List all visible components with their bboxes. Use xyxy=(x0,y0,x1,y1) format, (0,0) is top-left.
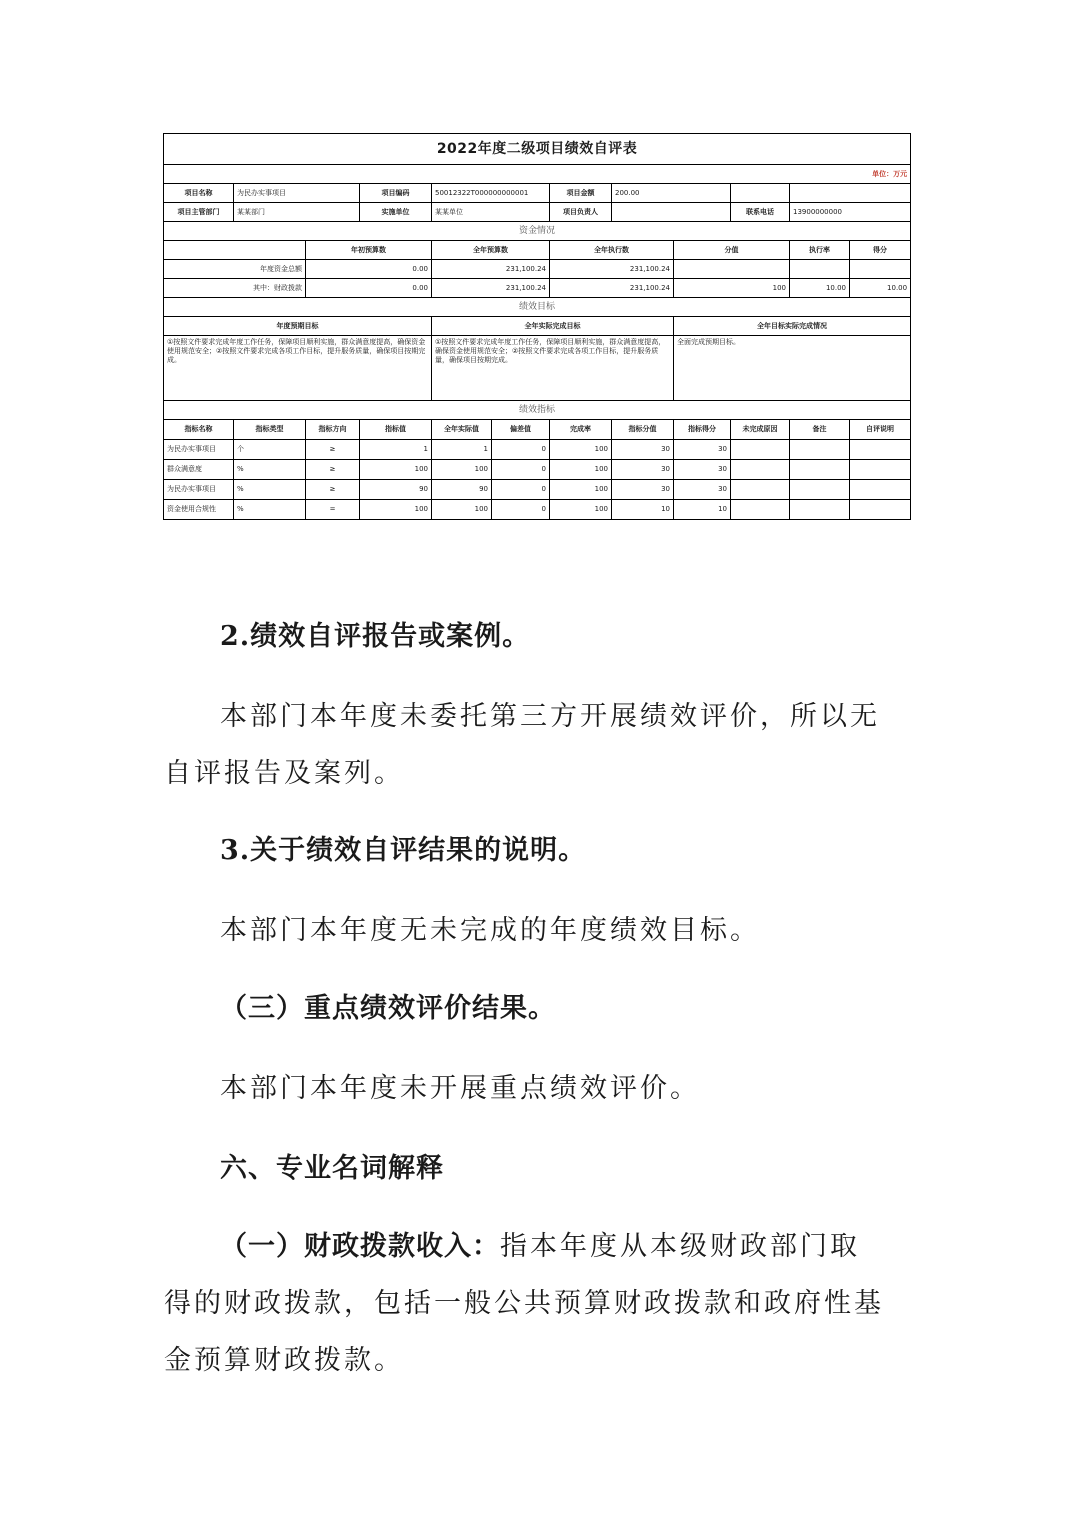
info-label: 项目负责人 xyxy=(550,203,612,222)
info-row xyxy=(164,203,911,222)
funds-section-header: 资金情况 xyxy=(164,222,911,241)
funds-cell xyxy=(674,260,790,279)
funds-row-label: 其中：财政拨款 xyxy=(164,279,306,298)
indicators-section-header: 绩效指标 xyxy=(164,401,911,420)
indicator-cell: 100 xyxy=(360,460,432,480)
indicator-cell xyxy=(850,460,911,480)
funds-row xyxy=(164,260,911,279)
info-value: 某某单位 xyxy=(432,203,550,222)
info-label: 联系电话 xyxy=(731,203,790,222)
goals-section-header: 绩效目标 xyxy=(164,298,911,317)
goals-text: 全面完成预期目标。 xyxy=(674,336,911,401)
funds-header-cell: 全年预算数 xyxy=(432,241,550,260)
info-value xyxy=(731,184,790,203)
paragraph-self-eval-report: 本部门本年度未委托第三方开展绩效评价，所以无自评报告及案列。 xyxy=(164,701,880,789)
indicator-cell xyxy=(731,500,790,520)
indicator-cell xyxy=(731,440,790,460)
indicator-cell: 个 xyxy=(234,440,306,460)
funds-cell: 10.00 xyxy=(850,279,911,298)
table-title: 2022年度二级项目绩效自评表 xyxy=(164,134,911,165)
indicator-cell xyxy=(731,480,790,500)
indicator-header-cell: 未完成原因 xyxy=(731,420,790,440)
indicator-cell xyxy=(850,440,911,460)
section-heading-self-eval-results: 3.关于绩效自评结果的说明。 xyxy=(220,835,587,866)
info-label: 项目金额 xyxy=(550,184,612,203)
section-heading-self-eval-report: 2.绩效自评报告或案例。 xyxy=(220,621,531,652)
indicator-cell: 群众满意度 xyxy=(164,460,234,480)
goals-text: ①按照文件要求完成年度工作任务，保障项目顺利实施，群众满意度提高，确保资金使用规范安全；②按照文件要求完成各项工作目标，提升服务质量，确保项目按期完成。 xyxy=(432,336,674,401)
indicators-header-row xyxy=(164,420,911,440)
indicator-header-cell: 指标得分 xyxy=(674,420,731,440)
funds-cell: 231,100.24 xyxy=(550,260,674,279)
indicator-cell: 30 xyxy=(674,460,731,480)
info-label: 项目编码 xyxy=(360,184,432,203)
funds-cell: 100 xyxy=(674,279,790,298)
indicator-header-cell: 指标值 xyxy=(360,420,432,440)
funds-header-cell: 分值 xyxy=(674,241,790,260)
indicator-cell xyxy=(850,500,911,520)
goals-header-cell: 全年目标实际完成情况 xyxy=(674,317,911,336)
indicator-header-cell: 完成率 xyxy=(550,420,612,440)
indicator-header-cell: 偏差值 xyxy=(492,420,550,440)
indicator-cell: 100 xyxy=(432,500,492,520)
indicator-header-cell: 自评说明 xyxy=(850,420,911,440)
indicator-cell: % xyxy=(234,500,306,520)
indicator-cell: 资金使用合规性 xyxy=(164,500,234,520)
glossary-definition-fiscal-appropriation xyxy=(164,1218,886,1389)
funds-cell: 10.00 xyxy=(790,279,850,298)
paragraph-key-evaluation: 本部门本年度未开展重点绩效评价。 xyxy=(220,1073,700,1104)
unit-note: 单位：万元 xyxy=(164,165,911,184)
info-label: 实施单位 xyxy=(360,203,432,222)
funds-cell: 231,100.24 xyxy=(432,260,550,279)
indicator-cell: 30 xyxy=(674,440,731,460)
funds-row xyxy=(164,279,911,298)
funds-cell: 231,100.24 xyxy=(550,279,674,298)
indicator-cell: 90 xyxy=(360,480,432,500)
indicator-cell: 30 xyxy=(612,480,674,500)
indicator-cell xyxy=(790,460,850,480)
glossary-term: （一）财政拨款收入： xyxy=(220,1231,500,1262)
goals-content-row xyxy=(164,336,911,401)
indicator-header-cell: 指标类型 xyxy=(234,420,306,440)
funds-cell: 231,100.24 xyxy=(432,279,550,298)
funds-header-cell xyxy=(164,241,306,260)
indicator-cell: = xyxy=(306,500,360,520)
indicator-cell: 1 xyxy=(432,440,492,460)
performance-table-container xyxy=(163,133,910,520)
funds-cell: 0.00 xyxy=(306,260,432,279)
indicator-row xyxy=(164,440,911,460)
indicator-cell: 30 xyxy=(612,440,674,460)
indicator-cell: 100 xyxy=(360,500,432,520)
section-heading-glossary: 六、专业名词解释 xyxy=(220,1153,444,1184)
indicator-header-cell: 全年实际值 xyxy=(432,420,492,440)
indicator-cell xyxy=(731,460,790,480)
funds-cell xyxy=(790,260,850,279)
performance-self-evaluation-table xyxy=(163,133,911,520)
indicator-header-cell: 指标方向 xyxy=(306,420,360,440)
goals-header-row xyxy=(164,317,911,336)
indicator-cell: 100 xyxy=(550,460,612,480)
info-value: 50012322T000000000001 xyxy=(432,184,550,203)
indicator-cell: 0 xyxy=(492,480,550,500)
info-row xyxy=(164,184,911,203)
indicator-cell: 0 xyxy=(492,460,550,480)
indicator-cell: % xyxy=(234,460,306,480)
info-label: 项目名称 xyxy=(164,184,234,203)
indicator-cell xyxy=(850,480,911,500)
funds-cell: 0.00 xyxy=(306,279,432,298)
goals-header-cell: 全年实际完成目标 xyxy=(432,317,674,336)
info-value xyxy=(790,184,911,203)
indicator-cell: 100 xyxy=(550,440,612,460)
funds-header-cell: 得分 xyxy=(850,241,911,260)
indicator-cell xyxy=(790,480,850,500)
indicator-cell: 90 xyxy=(432,480,492,500)
funds-row-label: 年度资金总额 xyxy=(164,260,306,279)
indicator-header-cell: 指标分值 xyxy=(612,420,674,440)
info-label: 项目主管部门 xyxy=(164,203,234,222)
info-value: 13900000000 xyxy=(790,203,911,222)
funds-header-cell: 全年执行数 xyxy=(550,241,674,260)
indicator-cell: 100 xyxy=(550,480,612,500)
indicator-cell: ≥ xyxy=(306,440,360,460)
indicator-cell: 为民办实事项目 xyxy=(164,440,234,460)
indicator-cell: 100 xyxy=(432,460,492,480)
indicator-cell: 1 xyxy=(360,440,432,460)
indicator-cell: ≥ xyxy=(306,460,360,480)
indicator-cell: 10 xyxy=(674,500,731,520)
info-value xyxy=(612,203,731,222)
indicator-row xyxy=(164,460,911,480)
indicator-row xyxy=(164,480,911,500)
indicator-cell xyxy=(790,500,850,520)
funds-cell xyxy=(850,260,911,279)
info-value: 为民办实事项目 xyxy=(234,184,360,203)
paragraph-self-eval-results: 本部门本年度无未完成的年度绩效目标。 xyxy=(220,915,760,946)
goals-header-cell: 年度预期目标 xyxy=(164,317,432,336)
funds-header-cell: 执行率 xyxy=(790,241,850,260)
info-value: 某某部门 xyxy=(234,203,360,222)
indicator-cell: 0 xyxy=(492,440,550,460)
section-heading-key-evaluation: （三）重点绩效评价结果。 xyxy=(220,993,556,1024)
indicator-header-cell: 指标名称 xyxy=(164,420,234,440)
indicator-cell: 100 xyxy=(550,500,612,520)
funds-header-cell: 年初预算数 xyxy=(306,241,432,260)
indicator-cell xyxy=(790,440,850,460)
indicator-cell: % xyxy=(234,480,306,500)
goals-text: ①按照文件要求完成年度工作任务，保障项目顺利实施，群众满意度提高，确保资金使用规范安全；②按照文件要求完成各项工作目标，提升服务质量，确保项目按期完成。 xyxy=(164,336,432,401)
indicator-cell: 10 xyxy=(612,500,674,520)
indicator-row xyxy=(164,500,911,520)
info-value: 200.00 xyxy=(612,184,731,203)
indicator-cell: 30 xyxy=(612,460,674,480)
indicator-cell: 30 xyxy=(674,480,731,500)
indicator-cell: 0 xyxy=(492,500,550,520)
indicator-cell: 为民办实事项目 xyxy=(164,480,234,500)
funds-header-row xyxy=(164,241,911,260)
glossary-text: 指本年度从本级财政部门取得的财政拨款，包括一般公共预算财政拨款和政府性基金预算财政拨款。 xyxy=(164,1231,884,1376)
indicator-header-cell: 备注 xyxy=(790,420,850,440)
indicator-cell: ≥ xyxy=(306,480,360,500)
